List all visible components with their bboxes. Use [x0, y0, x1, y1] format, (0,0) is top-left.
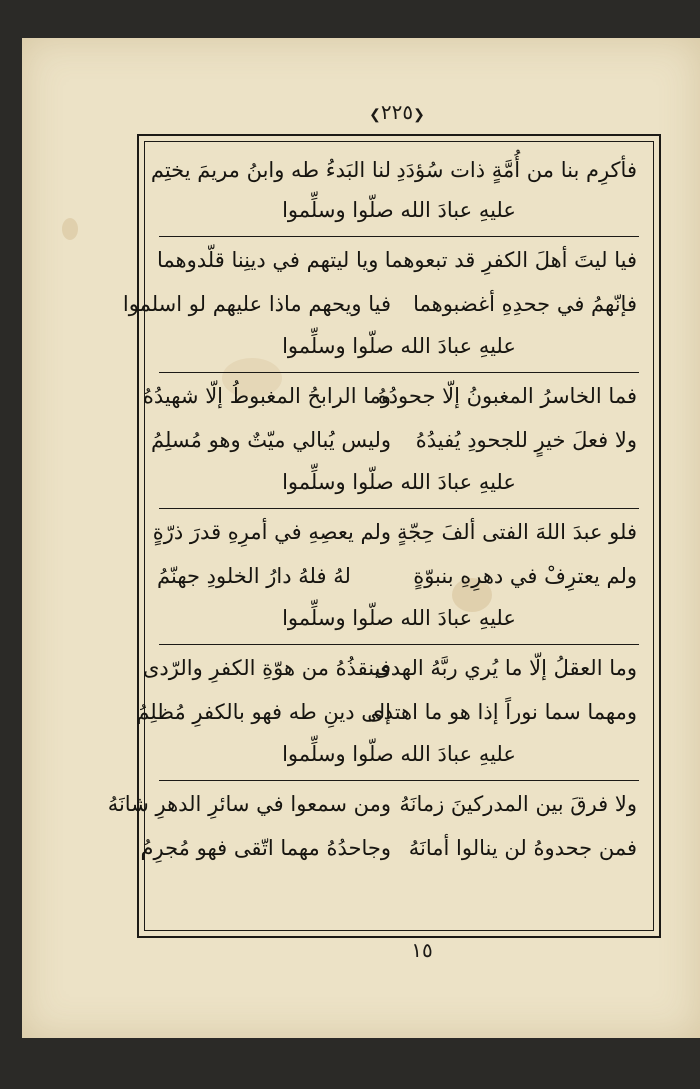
page-number: [362, 100, 432, 126]
refrain-line: عليهِ عبادَ الله صلّوا وسلِّموا: [282, 606, 516, 630]
stanza-divider: [159, 508, 639, 509]
verse-line: [150, 424, 643, 464]
text-frame-inner: [107, 141, 654, 931]
stanza-divider: [159, 644, 639, 645]
verse-first-hemistich: فما الخاسرُ المغبونُ إلّا جحودُهُ: [377, 384, 637, 408]
verse-line: [142, 380, 643, 420]
book-page: [22, 38, 700, 1038]
verse-second-hemistich: ولم يعصِهِ في أمرِهِ قدرَ ذرّةٍ: [152, 520, 391, 544]
verse-line: [107, 788, 643, 828]
verse-first-hemistich: وما العقلُ إلّا ما يُري ربَّهُ الهدى: [374, 656, 637, 680]
verse-first-hemistich: ولا فرقَ بين المدركينَ زمانَهُ: [399, 792, 637, 816]
verse-first-hemistich: فأكرِم بنا من أُمَّةٍ ذات سُؤدَدِ: [396, 158, 637, 182]
stanza-divider: [159, 236, 639, 237]
verse-first-hemistich: فمن جحدوهُ لن ينالوا أمانَهُ: [408, 836, 637, 860]
page-number-text: ٢٢٥: [380, 100, 414, 124]
stanza-divider: [159, 372, 639, 373]
verse-second-hemistich: إلى دينِ طه فهو بالكفرِ مُظلِمُ: [136, 700, 391, 724]
footer-page-number: ١٥: [411, 938, 433, 962]
verse-line: [152, 516, 643, 556]
verse-second-hemistich: لنا البَدءُ طه وابنُ مريمَ يختِم: [150, 158, 391, 182]
verse-line: [142, 652, 643, 692]
verse-first-hemistich: ومهما سما نوراً إذا هو ما اهتدى: [367, 700, 637, 724]
verse-first-hemistich: ولم يعترِفْ في دهرِهِ بنبوّةٍ: [413, 564, 637, 588]
ornament-icon: ❮: [413, 107, 425, 123]
verse-second-hemistich: وجاحدُهُ مهما اتّقى فهو مُجرِمُ: [140, 836, 391, 860]
refrain-line: عليهِ عبادَ الله صلّوا وسلِّموا: [282, 470, 516, 494]
verse-second-hemistich: فينقذُهُ من هوّةِ الكفرِ والرّدى: [142, 656, 391, 680]
verse-first-hemistich: ولا فعلَ خيرٍ للجحودِ يُفيدُهُ: [415, 428, 637, 452]
text-frame: [107, 134, 661, 938]
verse-first-hemistich: فإنّهمُ في جحدِهِ أغضبوهما: [413, 292, 637, 316]
verse-first-hemistich: فيا ليتَ أهلَ الكفرِ قد تبعوهما: [384, 248, 637, 272]
refrain-line: عليهِ عبادَ الله صلّوا وسلِّموا: [282, 742, 516, 766]
verse-second-hemistich: فيا ويحهم ماذا عليهم لو اسلموا: [122, 292, 391, 316]
verse-second-hemistich: ويا ليتهم في دينِنا قلّدوهما: [157, 248, 379, 272]
verse-second-hemistich: ومن سمعوا في سائرِ الدهرِ شانَهُ: [107, 792, 391, 816]
verse-second-hemistich: وليس يُبالي ميّتٌ وهو مُسلِمُ: [150, 428, 391, 452]
verse-line: [140, 832, 643, 872]
refrain-line: عليهِ عبادَ الله صلّوا وسلِّموا: [282, 334, 516, 358]
poem-body: [107, 152, 643, 920]
verse-second-hemistich: وما الرابحُ المغبوطُ إلّا شهيدُهُ: [142, 384, 391, 408]
verse-line: [155, 244, 643, 284]
verse-line: [122, 288, 643, 328]
verse-second-hemistich: لهُ فلهُ دارُ الخلودِ جهنّمُ: [157, 564, 351, 588]
verse-first-hemistich: فلو عبدَ اللهَ الفتى ألفَ حِجّةٍ: [396, 520, 637, 544]
verse-line: [155, 560, 643, 600]
ornament-icon: ❯: [369, 107, 381, 123]
stanza-divider: [159, 780, 639, 781]
verse-line: [150, 154, 643, 194]
paper-stain: [62, 218, 78, 240]
verse-line: [136, 696, 643, 736]
refrain-line: عليهِ عبادَ الله صلّوا وسلِّموا: [282, 198, 516, 222]
